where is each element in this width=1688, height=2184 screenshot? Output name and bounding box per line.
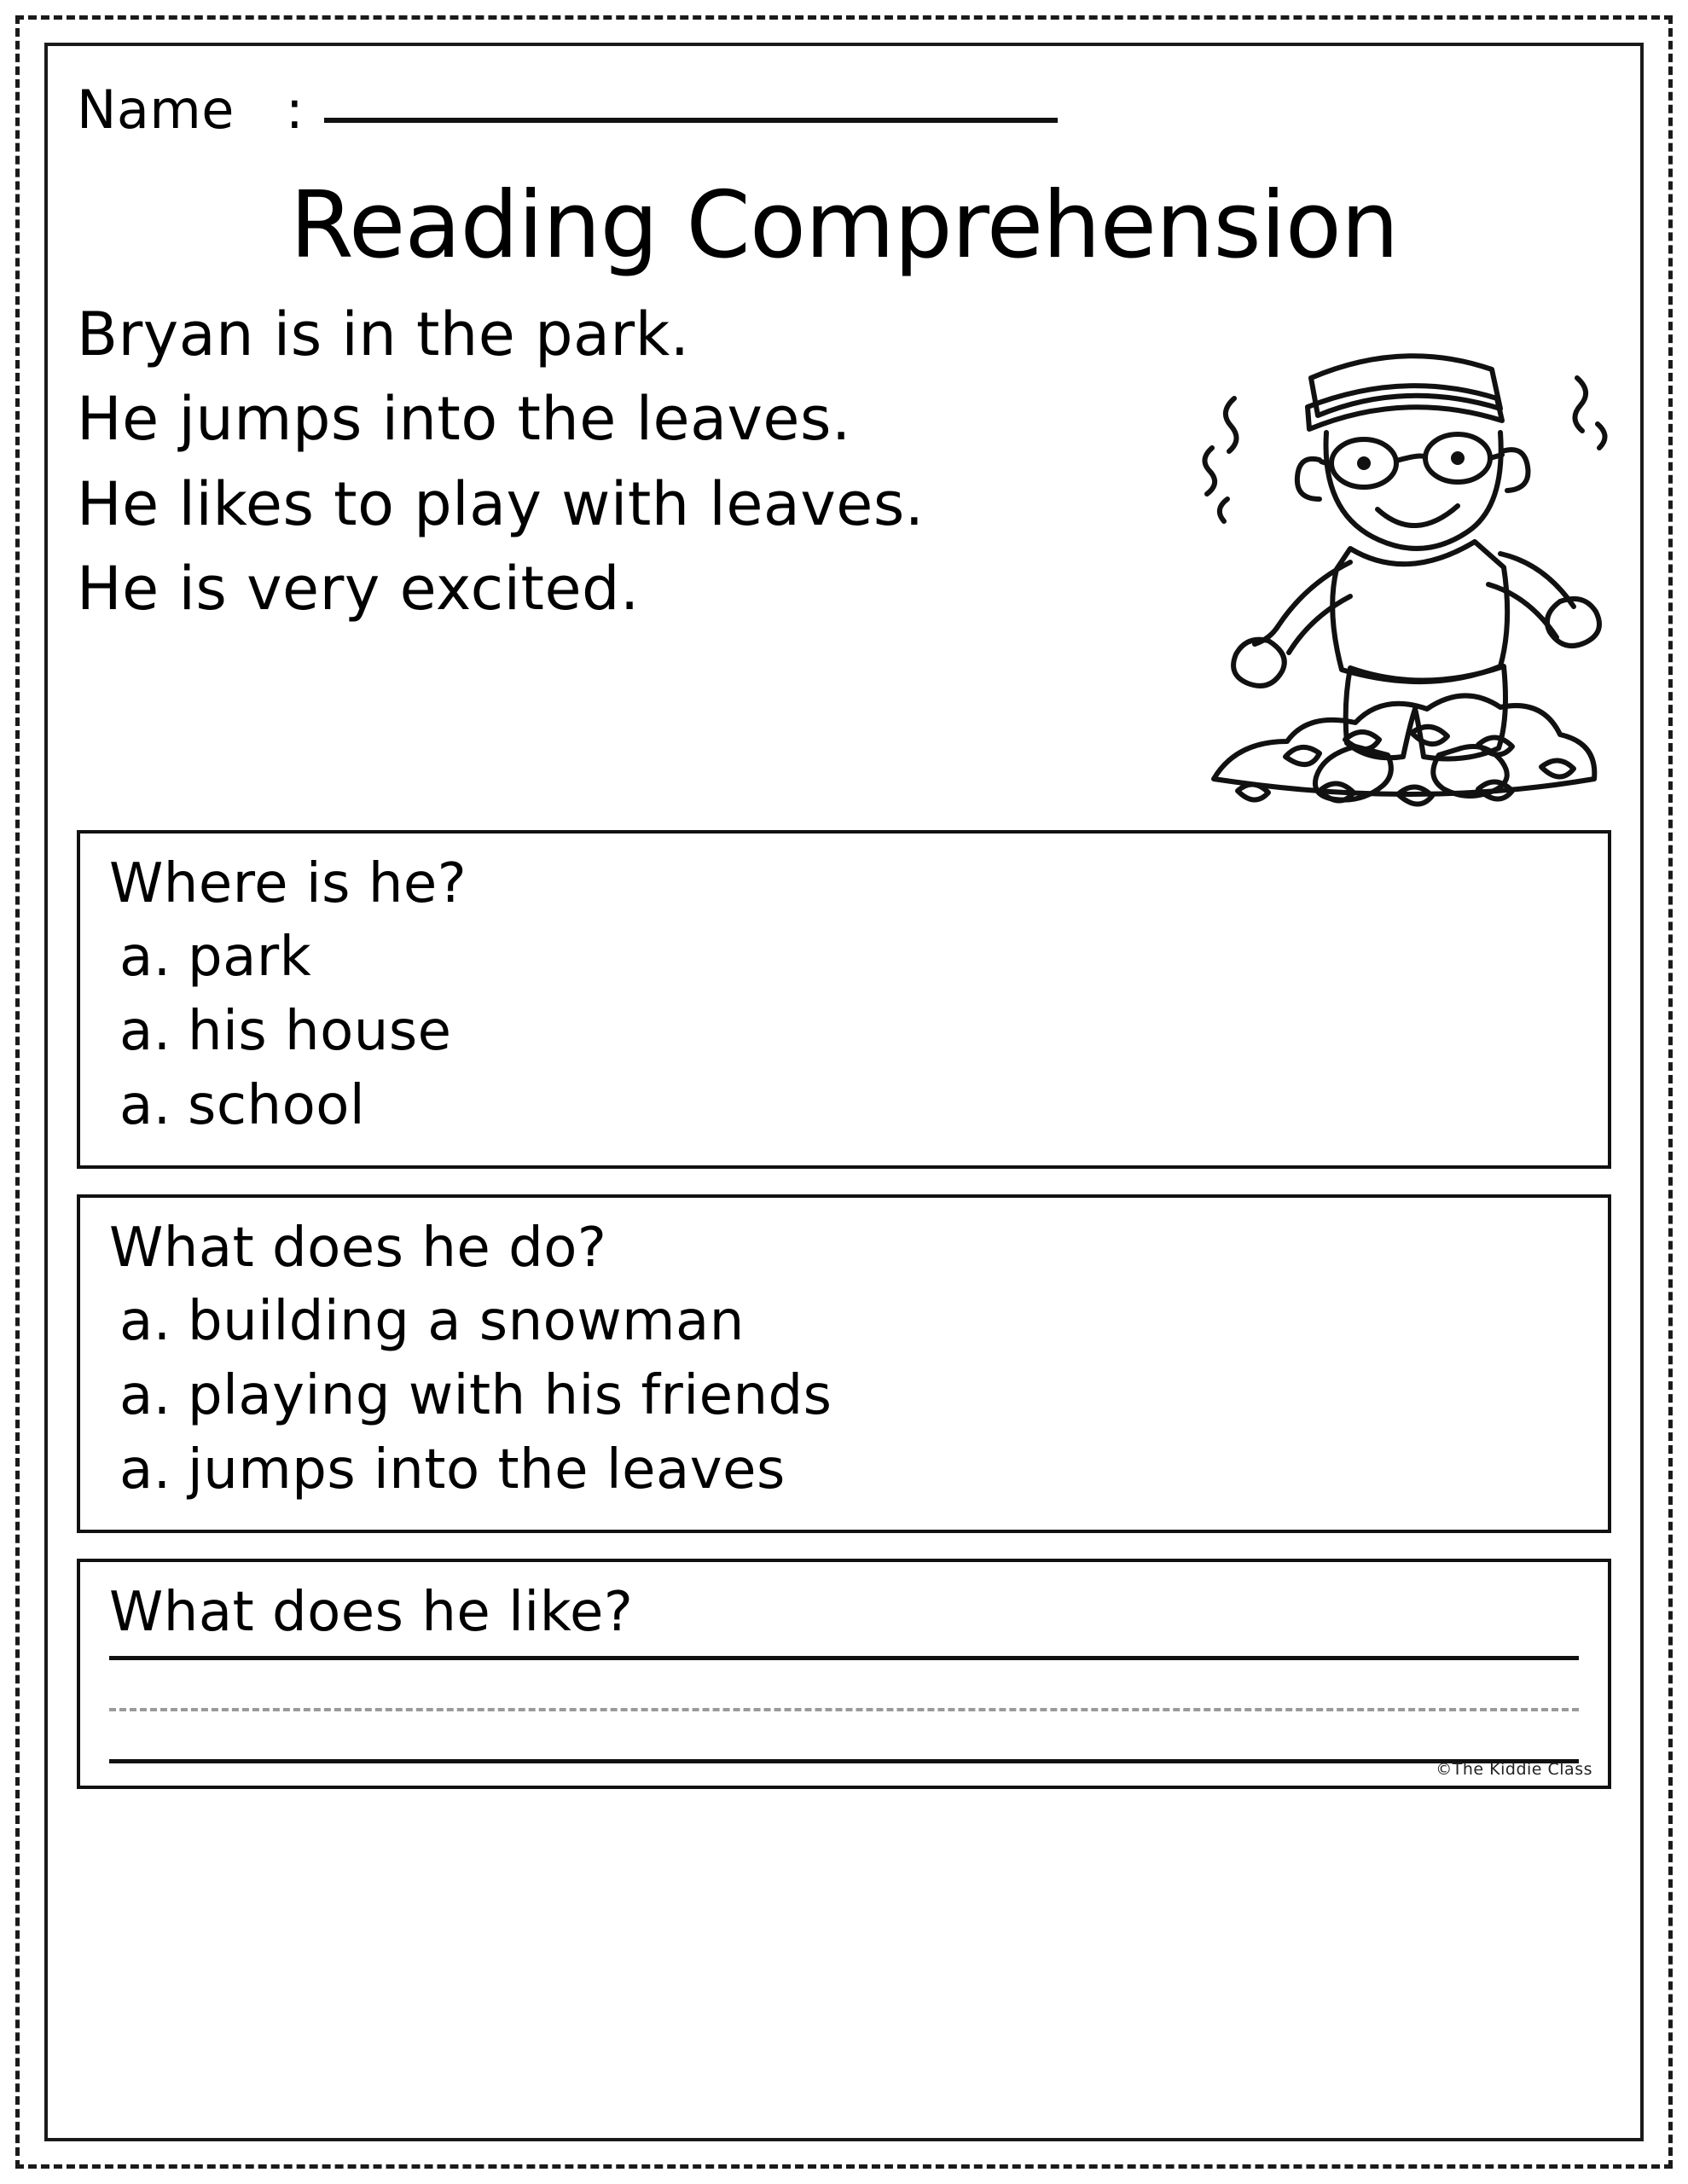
name-label: Name — [77, 78, 235, 141]
question-box — [77, 830, 1611, 1169]
name-colon: : — [285, 78, 304, 141]
open-response-box — [77, 1559, 1611, 1789]
credit-text: ©The Kiddie Class — [1436, 1759, 1592, 1779]
name-input-line[interactable] — [324, 101, 1058, 123]
choice-option[interactable] — [109, 995, 1599, 1069]
choice-text: his house — [188, 999, 452, 1063]
passage-line: Bryan is in the park. — [77, 299, 690, 369]
passage-line: He likes to play with leaves. — [77, 468, 925, 539]
reading-passage — [77, 293, 1611, 804]
choice-option[interactable] — [109, 1359, 1599, 1433]
choice-text: park — [188, 925, 312, 989]
choice-text: building a snowman — [188, 1289, 745, 1353]
passage-line: He is very excited. — [77, 553, 640, 624]
choice-text: jumps into the leaves — [188, 1438, 786, 1502]
choice-letter: a. — [119, 999, 171, 1063]
boy-jumping-into-leaves-icon — [1183, 296, 1627, 808]
question-box — [77, 1194, 1611, 1533]
choice-letter: a. — [119, 925, 171, 989]
choice-letter: a. — [119, 1363, 171, 1427]
choice-letter: a. — [119, 1289, 171, 1353]
passage-line: He jumps into the leaves. — [77, 384, 851, 455]
writing-line-gap — [109, 1660, 1579, 1708]
choice-option[interactable] — [109, 921, 1599, 995]
writing-line-bottom — [109, 1759, 1579, 1763]
name-row — [77, 78, 1611, 160]
writing-line-gap — [109, 1711, 1579, 1759]
choice-letter: a. — [119, 1073, 171, 1137]
choice-option[interactable] — [109, 1433, 1599, 1507]
question-prompt: What does he do? — [109, 1216, 607, 1280]
choice-text: school — [188, 1073, 366, 1137]
worksheet-content — [77, 67, 1611, 2123]
question-prompt: Where is he? — [109, 851, 467, 915]
choice-option[interactable] — [109, 1069, 1599, 1143]
choice-text: playing with his friends — [188, 1363, 832, 1427]
choice-letter: a. — [119, 1438, 171, 1502]
writing-lines[interactable] — [109, 1656, 1579, 1763]
choice-option[interactable] — [109, 1285, 1599, 1359]
question-prompt: What does he like? — [109, 1580, 634, 1644]
page-title: Reading Comprehension — [289, 172, 1399, 279]
